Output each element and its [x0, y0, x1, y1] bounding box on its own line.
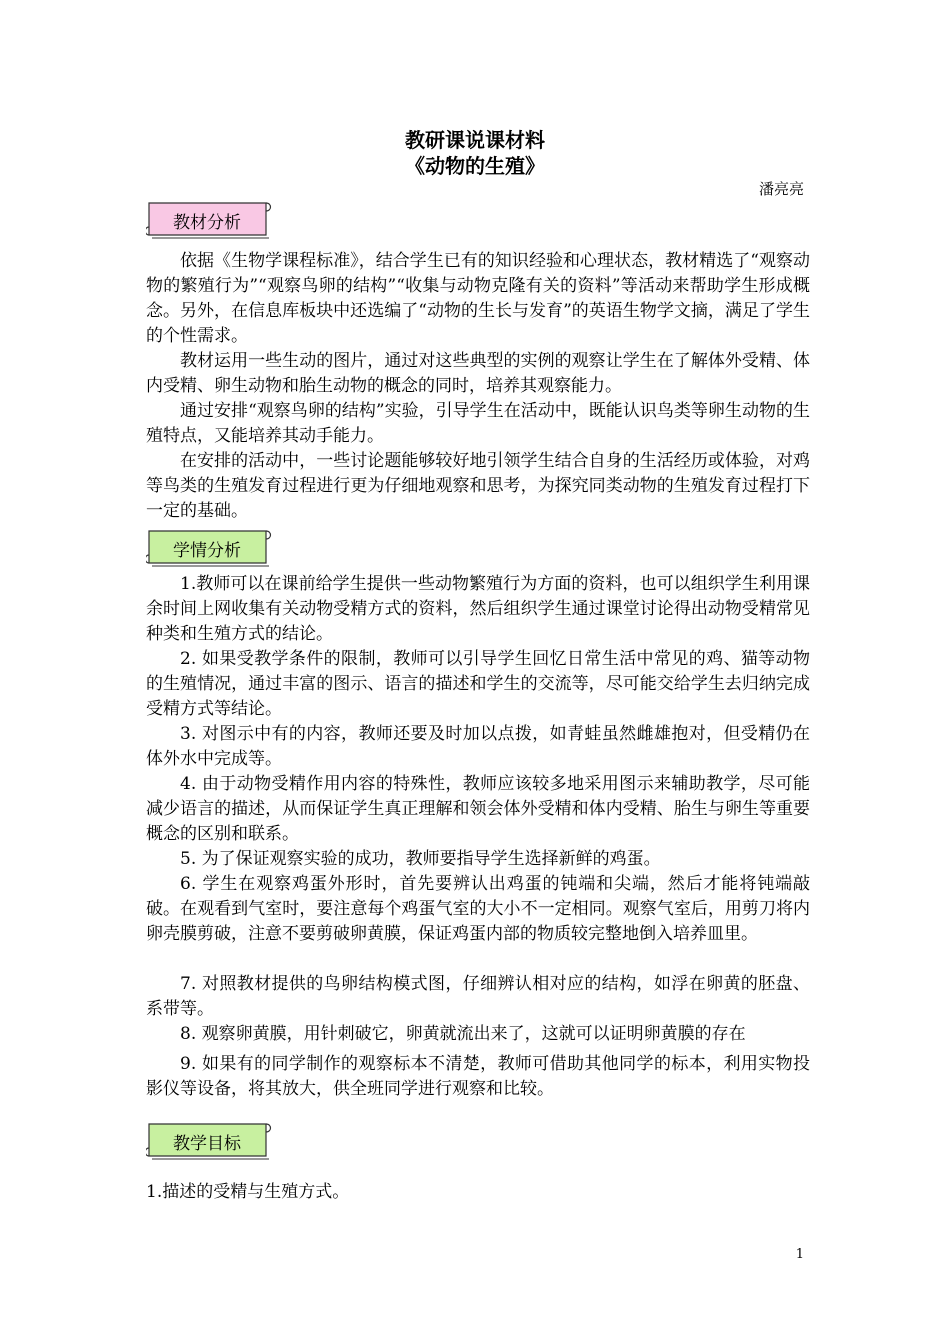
list-item: 1.描述的受精与生殖方式。	[146, 1182, 350, 1202]
document-subtitle: 《动物的生殖》	[405, 154, 545, 178]
list-item: 7. 对照教材提供的鸟卵结构模式图，仔细辨认相对应的结构，如浮在卵黄的胚盘、系带等。	[146, 974, 810, 1019]
list-item: 6. 学生在观察鸡蛋外形时，首先要辨认出鸡蛋的钝端和尖端，然后才能将钝端敲破。在观看到气室时，要注意每个鸡蛋气室的大小不一定相同。观察气室后，用剪刀将内卵壳膜剪破，注意不要剪破卵黄膜，保证鸡蛋内部的物质较完整地倒入培养皿里。	[146, 874, 810, 944]
section-heading-label: 学情分析	[173, 541, 241, 561]
list-item: 4. 由于动物受精作用内容的特殊性，教师应该较多地采用图示来辅助教学，尽可能减少语言的描述，从而保证学生真正理解和领会体外受精和体内受精、胎生与卵生等重要概念的区别和联系。	[146, 774, 810, 844]
list-item: 5. 为了保证观察实验的成功，教师要指导学生选择新鲜的鸡蛋。	[180, 849, 661, 869]
list-item: 1.教师可以在课前给学生提供一些动物繁殖行为方面的资料，也可以组织学生利用课余时间上网收集有关动物受精方式的资料，然后组织学生通过课堂讨论得出动物受精常见种类和生殖方式的结论。	[146, 574, 810, 644]
section-heading-label: 教材分析	[173, 213, 241, 233]
document-title: 教研课说课材料	[405, 128, 545, 152]
list-item: 9. 如果有的同学制作的观察标本不清楚，教师可借助其他同学的标本，利用实物投影仪等设备，将其放大，供全班同学进行观察和比较。	[146, 1054, 810, 1099]
paragraph: 教材运用一些生动的图片，通过对这些典型的实例的观察让学生在了解体外受精、体内受精、卵生动物和胎生动物的概念的同时，培养其观察能力。	[146, 351, 810, 396]
page-number: 1	[795, 1247, 804, 1262]
list-item: 8. 观察卵黄膜，用针刺破它，卵黄就流出来了，这就可以证明卵黄膜的存在	[180, 1024, 746, 1044]
paragraph: 通过安排“观察鸟卵的结构”实验，引导学生在活动中，既能认识鸟类等卵生动物的生殖特点，又能培养其动手能力。	[146, 401, 810, 446]
paragraph: 在安排的活动中，一些讨论题能够较好地引领学生结合自身的生活经历或体验，对鸡等鸟类的生殖发育过程进行更为仔细地观察和思考，为探究同类动物的生殖发育过程打下一定的基础。	[146, 451, 810, 521]
section-heading-students	[146, 527, 272, 567]
list-item: 3. 对图示中有的内容，教师还要及时加以点拨，如青蛙虽然雌雄抱对，但受精仍在体外水中完成等。	[146, 724, 810, 769]
paragraph: 依据《生物学课程标准》，结合学生已有的知识经验和心理状态，教材精选了“观察动物的繁殖行为”“观察鸟卵的结构”“收集与动物克隆有关的资料”等活动来帮助学生形成概念。另外，在信息库板块中还选编了“动物的生长与发育”的英语生物学文摘，满足了学生的个性需求。	[146, 251, 810, 346]
list-item: 2. 如果受教学条件的限制，教师可以引导学生回忆日常生活中常见的鸡、猫等动物的生殖情况，通过丰富的图示、语言的描述和学生的交流等，尽可能交给学生去归纳完成受精方式等结论。	[146, 649, 810, 719]
author-name: 潘亮亮	[758, 180, 804, 198]
section-heading-textbook	[146, 199, 272, 239]
section-heading-label: 教学目标	[173, 1134, 241, 1154]
section-heading-goals	[146, 1120, 272, 1160]
